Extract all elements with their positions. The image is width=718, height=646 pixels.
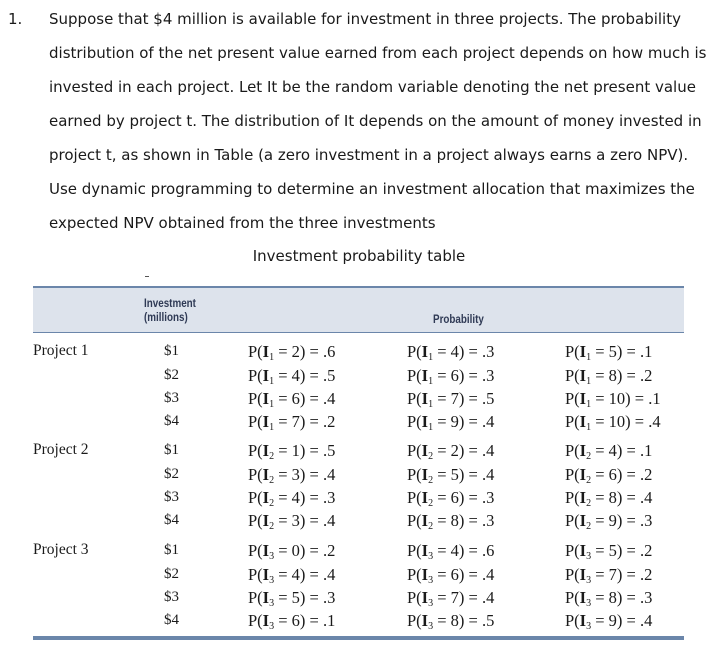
probability-value: .4: [481, 465, 495, 484]
npv-value: 5: [291, 588, 300, 607]
npv-value: 5: [608, 342, 617, 361]
project-subscript: 2: [269, 498, 275, 509]
npv-value: 10: [608, 412, 626, 431]
probability-cell: $P(I_2 = 8) = .3$: [407, 511, 495, 532]
probability-value: .2: [639, 465, 653, 484]
npv-value: 8: [608, 366, 617, 385]
probability-value: .5: [322, 441, 336, 460]
probability-cell: $P(I_2 = 9) = .3$: [565, 511, 653, 532]
project-subscript: 3: [428, 598, 434, 609]
npv-value: 6: [450, 565, 459, 584]
npv-value: 8: [608, 588, 617, 607]
probability-cell: $P(I_3 = 5) = .2$: [565, 541, 653, 562]
probability-value: .1: [639, 441, 653, 460]
project-subscript: 1: [586, 399, 592, 410]
project-subscript: 2: [428, 451, 434, 462]
npv-value: 5: [608, 541, 617, 560]
project-subscript: 2: [269, 451, 275, 462]
probability-value: .2: [639, 366, 653, 385]
probability-value: .3: [322, 588, 336, 607]
question-line: Suppose that $4 million is available for investment in three projects. The probability: [49, 10, 681, 28]
investment-amount: $1: [164, 442, 179, 458]
probability-value: .4: [639, 488, 653, 507]
project-subscript: 3: [269, 575, 275, 586]
probability-value: .3: [639, 511, 653, 530]
npv-value: 10: [608, 389, 626, 408]
question-line: Use dynamic programming to determine an investment allocation that maximizes the: [49, 180, 695, 198]
project-subscript: 3: [586, 575, 592, 586]
probability-cell: $P(I_2 = 6) = .2$: [565, 465, 653, 486]
probability-value: .3: [481, 511, 495, 530]
probability-value: .5: [481, 389, 495, 408]
probability-cell: $P(I_1 = 6) = .4$: [248, 389, 336, 410]
project-subscript: 3: [586, 551, 592, 562]
project-subscript: 3: [428, 621, 434, 632]
investment-amount: $3: [164, 589, 179, 605]
probability-cell: $P(I_1 = 6) = .3$: [407, 366, 495, 387]
npv-value: 3: [291, 511, 300, 530]
question-line: invested in each project. Let It be the random variable denoting the net present value: [49, 78, 696, 96]
project-subscript: 2: [269, 521, 275, 532]
npv-value: 8: [450, 611, 459, 630]
project-subscript: 3: [269, 551, 275, 562]
project-subscript: 2: [428, 521, 434, 532]
probability-cell: $P(I_3 = 0) = .2$: [248, 541, 336, 562]
project-label: Project 2: [33, 441, 89, 458]
probability-cell: $P(I_2 = 5) = .4$: [407, 465, 495, 486]
probability-cell: $P(I_2 = 8) = .4$: [565, 488, 653, 509]
probability-cell: $P(I_1 = 2) = .6$: [248, 342, 336, 363]
probability-cell: $P(I_2 = 2) = .4$: [407, 441, 495, 462]
npv-value: 8: [450, 511, 459, 530]
project-subscript: 1: [269, 352, 275, 363]
probability-cell: $P(I_2 = 6) = .3$: [407, 488, 495, 509]
project-subscript: 1: [428, 352, 434, 363]
probability-cell: $P(I_3 = 8) = .3$: [565, 588, 653, 609]
npv-value: 6: [450, 488, 459, 507]
npv-value: 7: [450, 588, 459, 607]
probability-cell: $P(I_3 = 7) = .2$: [565, 565, 653, 586]
project-subscript: 2: [428, 498, 434, 509]
npv-value: 2: [450, 441, 459, 460]
npv-value: 4: [291, 565, 300, 584]
investment-amount: $2: [164, 466, 179, 482]
project-subscript: 3: [428, 551, 434, 562]
probability-value: .2: [639, 565, 653, 584]
question-line: distribution of the net present value earned from each project depends on how much is: [49, 44, 707, 62]
probability-value: .6: [481, 541, 495, 560]
investment-amount: $2: [164, 367, 179, 383]
probability-value: .5: [481, 611, 495, 630]
project-subscript: 3: [428, 575, 434, 586]
npv-value: 3: [291, 465, 300, 484]
project-subscript: 2: [269, 475, 275, 486]
probability-value: .2: [322, 541, 336, 560]
question-line: project t, as shown in Table (a zero investment in a project always earns a zero NPV).: [49, 146, 689, 164]
probability-cell: $P(I_2 = 1) = .5$: [248, 441, 336, 462]
investment-amount: $4: [164, 612, 179, 628]
npv-value: 4: [450, 541, 459, 560]
probability-value: .4: [648, 412, 661, 431]
question-number: 1.: [8, 10, 23, 28]
npv-value: 9: [608, 511, 617, 530]
project-subscript: 1: [428, 399, 434, 410]
project-subscript: 2: [586, 451, 592, 462]
probability-cell: $P(I_1 = 4) = .5$: [248, 366, 336, 387]
probability-value: .4: [322, 389, 336, 408]
probability-cell: $P(I_1 = 9) = .4$: [407, 412, 495, 433]
probability-value: .1: [322, 611, 336, 630]
probability-cell: $P(I_1 = 10) = .1$: [565, 389, 661, 410]
project-subscript: 3: [269, 598, 275, 609]
investment-amount: $1: [164, 343, 179, 359]
probability-value: .2: [639, 541, 653, 560]
project-label: Project 3: [33, 541, 89, 558]
probability-cell: $P(I_3 = 9) = .4$: [565, 611, 653, 632]
probability-cell: $P(I_2 = 3) = .4$: [248, 511, 336, 532]
npv-value: 4: [608, 441, 617, 460]
probability-cell: $P(I_1 = 7) = .5$: [407, 389, 495, 410]
probability-value: .3: [322, 488, 336, 507]
probability-value: .4: [322, 465, 336, 484]
probability-value: .2: [322, 412, 336, 431]
probability-value: .6: [322, 342, 336, 361]
probability-cell: $P(I_3 = 5) = .3$: [248, 588, 336, 609]
probability-value: .3: [481, 342, 495, 361]
probability-value: .4: [481, 588, 495, 607]
probability-value: .4: [481, 412, 495, 431]
probability-cell: $P(I_1 = 7) = .2$: [248, 412, 336, 433]
probability-value: .4: [322, 565, 336, 584]
probability-cell: $P(I_3 = 6) = .4$: [407, 565, 495, 586]
npv-value: 4: [291, 488, 300, 507]
project-subscript: 1: [269, 399, 275, 410]
question-line: expected NPV obtained from the three investments: [49, 214, 436, 232]
project-subscript: 1: [269, 422, 275, 433]
project-subscript: 3: [586, 621, 592, 632]
probability-cell: $P(I_2 = 4) = .1$: [565, 441, 653, 462]
probability-cell: $P(I_3 = 4) = .4$: [248, 565, 336, 586]
npv-value: 9: [608, 611, 617, 630]
npv-value: 4: [450, 342, 459, 361]
npv-value: 8: [608, 488, 617, 507]
probability-cell: $P(I_2 = 4) = .3$: [248, 488, 336, 509]
investment-amount: $3: [164, 390, 179, 406]
npv-value: 0: [291, 541, 300, 560]
project-subscript: 1: [269, 376, 275, 387]
probability-value: .3: [639, 588, 653, 607]
project-subscript: 3: [586, 598, 592, 609]
probability-cell: $P(I_2 = 3) = .4$: [248, 465, 336, 486]
probability-value: .4: [639, 611, 653, 630]
probability-cell: $P(I_3 = 4) = .6$: [407, 541, 495, 562]
project-subscript: 2: [586, 521, 592, 532]
npv-value: 9: [450, 412, 459, 431]
investment-amount: $4: [164, 413, 179, 429]
project-subscript: 1: [586, 352, 592, 363]
probability-value: .1: [639, 342, 653, 361]
probability-value: .1: [648, 389, 661, 408]
header-investment-line2: (millions): [144, 310, 188, 324]
npv-value: 7: [450, 389, 459, 408]
project-subscript: 1: [586, 422, 592, 433]
npv-value: 7: [608, 565, 617, 584]
npv-value: 7: [291, 412, 300, 431]
probability-value: .4: [481, 565, 495, 584]
investment-amount: $4: [164, 512, 179, 528]
project-subscript: 1: [428, 376, 434, 387]
npv-value: 6: [291, 389, 300, 408]
npv-value: 6: [291, 611, 300, 630]
project-subscript: 2: [428, 475, 434, 486]
project-subscript: 2: [586, 475, 592, 486]
header-probability: Probability: [433, 312, 484, 326]
question-line: earned by project t. The distribution of It depends on the amount of money invested in: [49, 112, 702, 130]
npv-value: 5: [450, 465, 459, 484]
probability-cell: $P(I_1 = 10) = .4$: [565, 412, 661, 433]
probability-value: .5: [322, 366, 336, 385]
npv-value: 6: [450, 366, 459, 385]
probability-cell: $P(I_3 = 7) = .4$: [407, 588, 495, 609]
probability-cell: $P(I_3 = 8) = .5$: [407, 611, 495, 632]
probability-value: .4: [481, 441, 495, 460]
header-investment-line1: Investment: [144, 296, 196, 310]
table-bottom-rule: [33, 636, 684, 640]
table-header: [33, 286, 684, 333]
investment-amount: $3: [164, 489, 179, 505]
table-caption: Investment probability table: [252, 247, 466, 265]
npv-value: 1: [291, 441, 300, 460]
probability-cell: $P(I_1 = 4) = .3$: [407, 342, 495, 363]
probability-value: .4: [322, 511, 336, 530]
probability-cell: $P(I_3 = 6) = .1$: [248, 611, 336, 632]
investment-amount: $2: [164, 566, 179, 582]
table-tick-mark: [145, 276, 149, 277]
probability-value: .3: [481, 488, 495, 507]
npv-value: 2: [291, 342, 300, 361]
probability-cell: $P(I_1 = 5) = .1$: [565, 342, 653, 363]
project-subscript: 1: [428, 422, 434, 433]
probability-cell: $P(I_1 = 8) = .2$: [565, 366, 653, 387]
investment-amount: $1: [164, 542, 179, 558]
probability-value: .3: [481, 366, 495, 385]
header-investment: [144, 296, 196, 324]
project-subscript: 3: [269, 621, 275, 632]
project-label: Project 1: [33, 342, 89, 359]
npv-value: 4: [291, 366, 300, 385]
npv-value: 6: [608, 465, 617, 484]
project-subscript: 1: [586, 376, 592, 387]
project-subscript: 2: [586, 498, 592, 509]
